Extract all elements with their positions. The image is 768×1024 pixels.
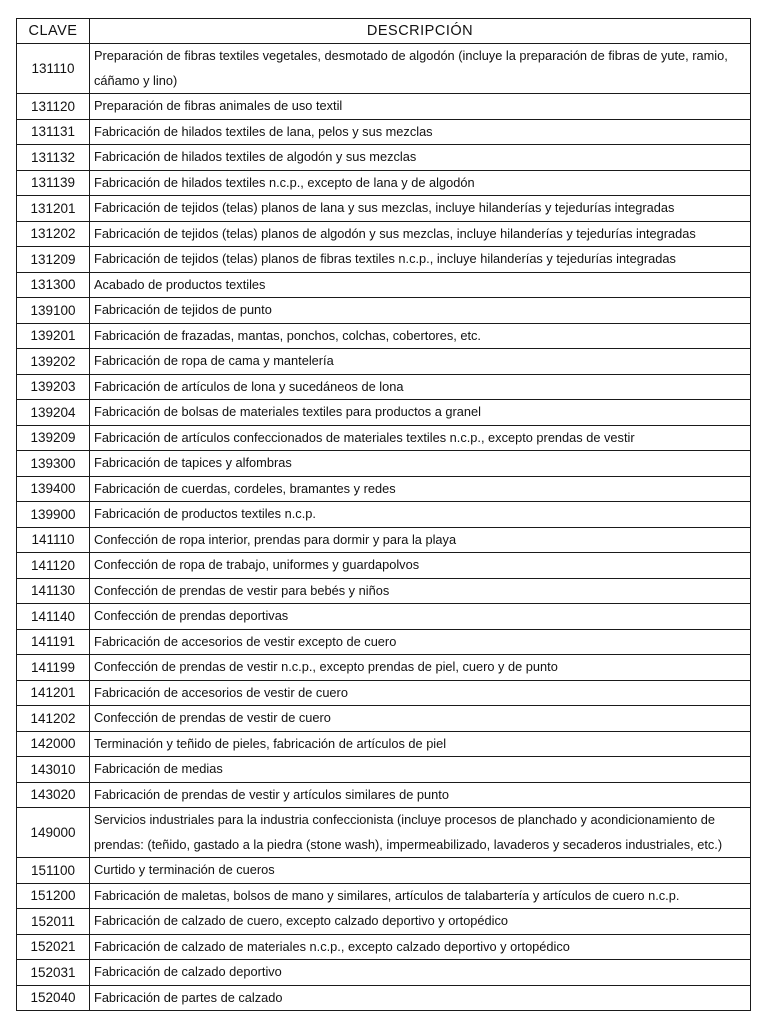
row-description: Fabricación de tejidos (telas) planos de lana y sus mezclas, incluye hilanderías y tejedurías integradas xyxy=(90,196,751,222)
row-code: 149000 xyxy=(17,808,90,858)
row-code: 141120 xyxy=(17,553,90,579)
table-row xyxy=(17,44,751,94)
row-code: 151100 xyxy=(17,858,90,884)
row-code: 141201 xyxy=(17,680,90,706)
row-code: 139209 xyxy=(17,425,90,451)
table-row xyxy=(17,374,751,400)
row-description: Confección de prendas de vestir n.c.p., excepto prendas de piel, cuero y de punto xyxy=(90,655,751,681)
row-description: Fabricación de tapices y alfombras xyxy=(90,451,751,477)
table-row xyxy=(17,247,751,273)
row-code: 143010 xyxy=(17,757,90,783)
row-code: 142000 xyxy=(17,731,90,757)
row-description: Fabricación de cuerdas, cordeles, bramantes y redes xyxy=(90,476,751,502)
table-body xyxy=(17,44,751,1011)
row-code: 131120 xyxy=(17,94,90,120)
table-row xyxy=(17,934,751,960)
row-code: 141130 xyxy=(17,578,90,604)
table-row xyxy=(17,782,751,808)
table-row xyxy=(17,680,751,706)
row-code: 141110 xyxy=(17,527,90,553)
table-row xyxy=(17,272,751,298)
row-code: 143020 xyxy=(17,782,90,808)
row-description: Fabricación de maletas, bolsos de mano y similares, artículos de talabartería y artículos de cuero n.c.p. xyxy=(90,883,751,909)
row-code: 152031 xyxy=(17,960,90,986)
row-description: Preparación de fibras textiles vegetales, desmotado de algodón (incluye la preparación de fibras de yute, ramio, cáñamo y lino) xyxy=(90,44,751,94)
table-row xyxy=(17,400,751,426)
row-code: 131202 xyxy=(17,221,90,247)
table-row xyxy=(17,298,751,324)
row-code: 151200 xyxy=(17,883,90,909)
row-code: 131132 xyxy=(17,145,90,171)
table-row xyxy=(17,883,751,909)
table-row xyxy=(17,578,751,604)
table-row xyxy=(17,909,751,935)
header-code: CLAVE xyxy=(17,19,90,44)
row-code: 141191 xyxy=(17,629,90,655)
table-row xyxy=(17,196,751,222)
table-row xyxy=(17,170,751,196)
table-row xyxy=(17,960,751,986)
row-description: Fabricación de calzado de materiales n.c.p., excepto calzado deportivo y ortopédico xyxy=(90,934,751,960)
table-row xyxy=(17,655,751,681)
row-code: 139201 xyxy=(17,323,90,349)
table-row xyxy=(17,527,751,553)
table-row xyxy=(17,985,751,1011)
table-row xyxy=(17,757,751,783)
table-row xyxy=(17,323,751,349)
row-description: Fabricación de artículos confeccionados de materiales textiles n.c.p., excepto prendas de vestir xyxy=(90,425,751,451)
table-row xyxy=(17,502,751,528)
row-description: Fabricación de medias xyxy=(90,757,751,783)
row-description: Preparación de fibras animales de uso textil xyxy=(90,94,751,120)
row-description: Fabricación de accesorios de vestir excepto de cuero xyxy=(90,629,751,655)
table-row xyxy=(17,145,751,171)
row-description: Fabricación de bolsas de materiales textiles para productos a granel xyxy=(90,400,751,426)
row-description: Servicios industriales para la industria confeccionista (incluye procesos de planchado y acondicionamiento de prendas: (teñido, gastado a la piedra (stone wash), impermeabilizado, lavaderos y secaderos industriales, etc.) xyxy=(90,808,751,858)
row-description: Fabricación de hilados textiles n.c.p., excepto de lana y de algodón xyxy=(90,170,751,196)
row-description: Fabricación de frazadas, mantas, ponchos, colchas, cobertores, etc. xyxy=(90,323,751,349)
row-description: Confección de ropa de trabajo, uniformes y guardapolvos xyxy=(90,553,751,579)
row-description: Fabricación de calzado de cuero, excepto calzado deportivo y ortopédico xyxy=(90,909,751,935)
row-code: 141199 xyxy=(17,655,90,681)
row-description: Curtido y terminación de cueros xyxy=(90,858,751,884)
row-code: 131139 xyxy=(17,170,90,196)
row-description: Fabricación de ropa de cama y mantelería xyxy=(90,349,751,375)
row-description: Confección de prendas de vestir para bebés y niños xyxy=(90,578,751,604)
row-description: Confección de prendas deportivas xyxy=(90,604,751,630)
table-row xyxy=(17,451,751,477)
row-code: 131201 xyxy=(17,196,90,222)
header-row xyxy=(17,19,751,44)
row-description: Fabricación de tejidos (telas) planos de fibras textiles n.c.p., incluye hilanderías y tejedurías integradas xyxy=(90,247,751,273)
table-row xyxy=(17,731,751,757)
table-row xyxy=(17,604,751,630)
row-code: 131209 xyxy=(17,247,90,273)
row-code: 139203 xyxy=(17,374,90,400)
row-code: 139300 xyxy=(17,451,90,477)
row-description: Terminación y teñido de pieles, fabricación de artículos de piel xyxy=(90,731,751,757)
row-code: 131131 xyxy=(17,119,90,145)
row-description: Fabricación de hilados textiles de lana, pelos y sus mezclas xyxy=(90,119,751,145)
table-row xyxy=(17,476,751,502)
row-code: 139100 xyxy=(17,298,90,324)
row-description: Fabricación de artículos de lona y sucedáneos de lona xyxy=(90,374,751,400)
row-code: 141140 xyxy=(17,604,90,630)
row-code: 131110 xyxy=(17,44,90,94)
row-description: Fabricación de productos textiles n.c.p. xyxy=(90,502,751,528)
row-code: 152011 xyxy=(17,909,90,935)
row-code: 152021 xyxy=(17,934,90,960)
row-description: Fabricación de tejidos (telas) planos de algodón y sus mezclas, incluye hilanderías y tejedurías integradas xyxy=(90,221,751,247)
row-description: Fabricación de calzado deportivo xyxy=(90,960,751,986)
row-description: Fabricación de prendas de vestir y artículos similares de punto xyxy=(90,782,751,808)
table-row xyxy=(17,349,751,375)
table-row xyxy=(17,425,751,451)
row-code: 139202 xyxy=(17,349,90,375)
activity-code-table xyxy=(16,18,751,1011)
table-row xyxy=(17,858,751,884)
row-description: Confección de ropa interior, prendas para dormir y para la playa xyxy=(90,527,751,553)
row-description: Fabricación de hilados textiles de algodón y sus mezclas xyxy=(90,145,751,171)
row-code: 152040 xyxy=(17,985,90,1011)
table-row xyxy=(17,808,751,858)
row-code: 139400 xyxy=(17,476,90,502)
table-row xyxy=(17,94,751,120)
row-description: Acabado de productos textiles xyxy=(90,272,751,298)
table-row xyxy=(17,629,751,655)
row-description: Fabricación de accesorios de vestir de cuero xyxy=(90,680,751,706)
table-row xyxy=(17,221,751,247)
row-code: 139204 xyxy=(17,400,90,426)
row-code: 139900 xyxy=(17,502,90,528)
table-row xyxy=(17,119,751,145)
row-code: 141202 xyxy=(17,706,90,732)
header-description: DESCRIPCIÓN xyxy=(90,19,751,44)
row-code: 131300 xyxy=(17,272,90,298)
table-row xyxy=(17,706,751,732)
row-description: Fabricación de partes de calzado xyxy=(90,985,751,1011)
table-row xyxy=(17,553,751,579)
row-description: Confección de prendas de vestir de cuero xyxy=(90,706,751,732)
row-description: Fabricación de tejidos de punto xyxy=(90,298,751,324)
